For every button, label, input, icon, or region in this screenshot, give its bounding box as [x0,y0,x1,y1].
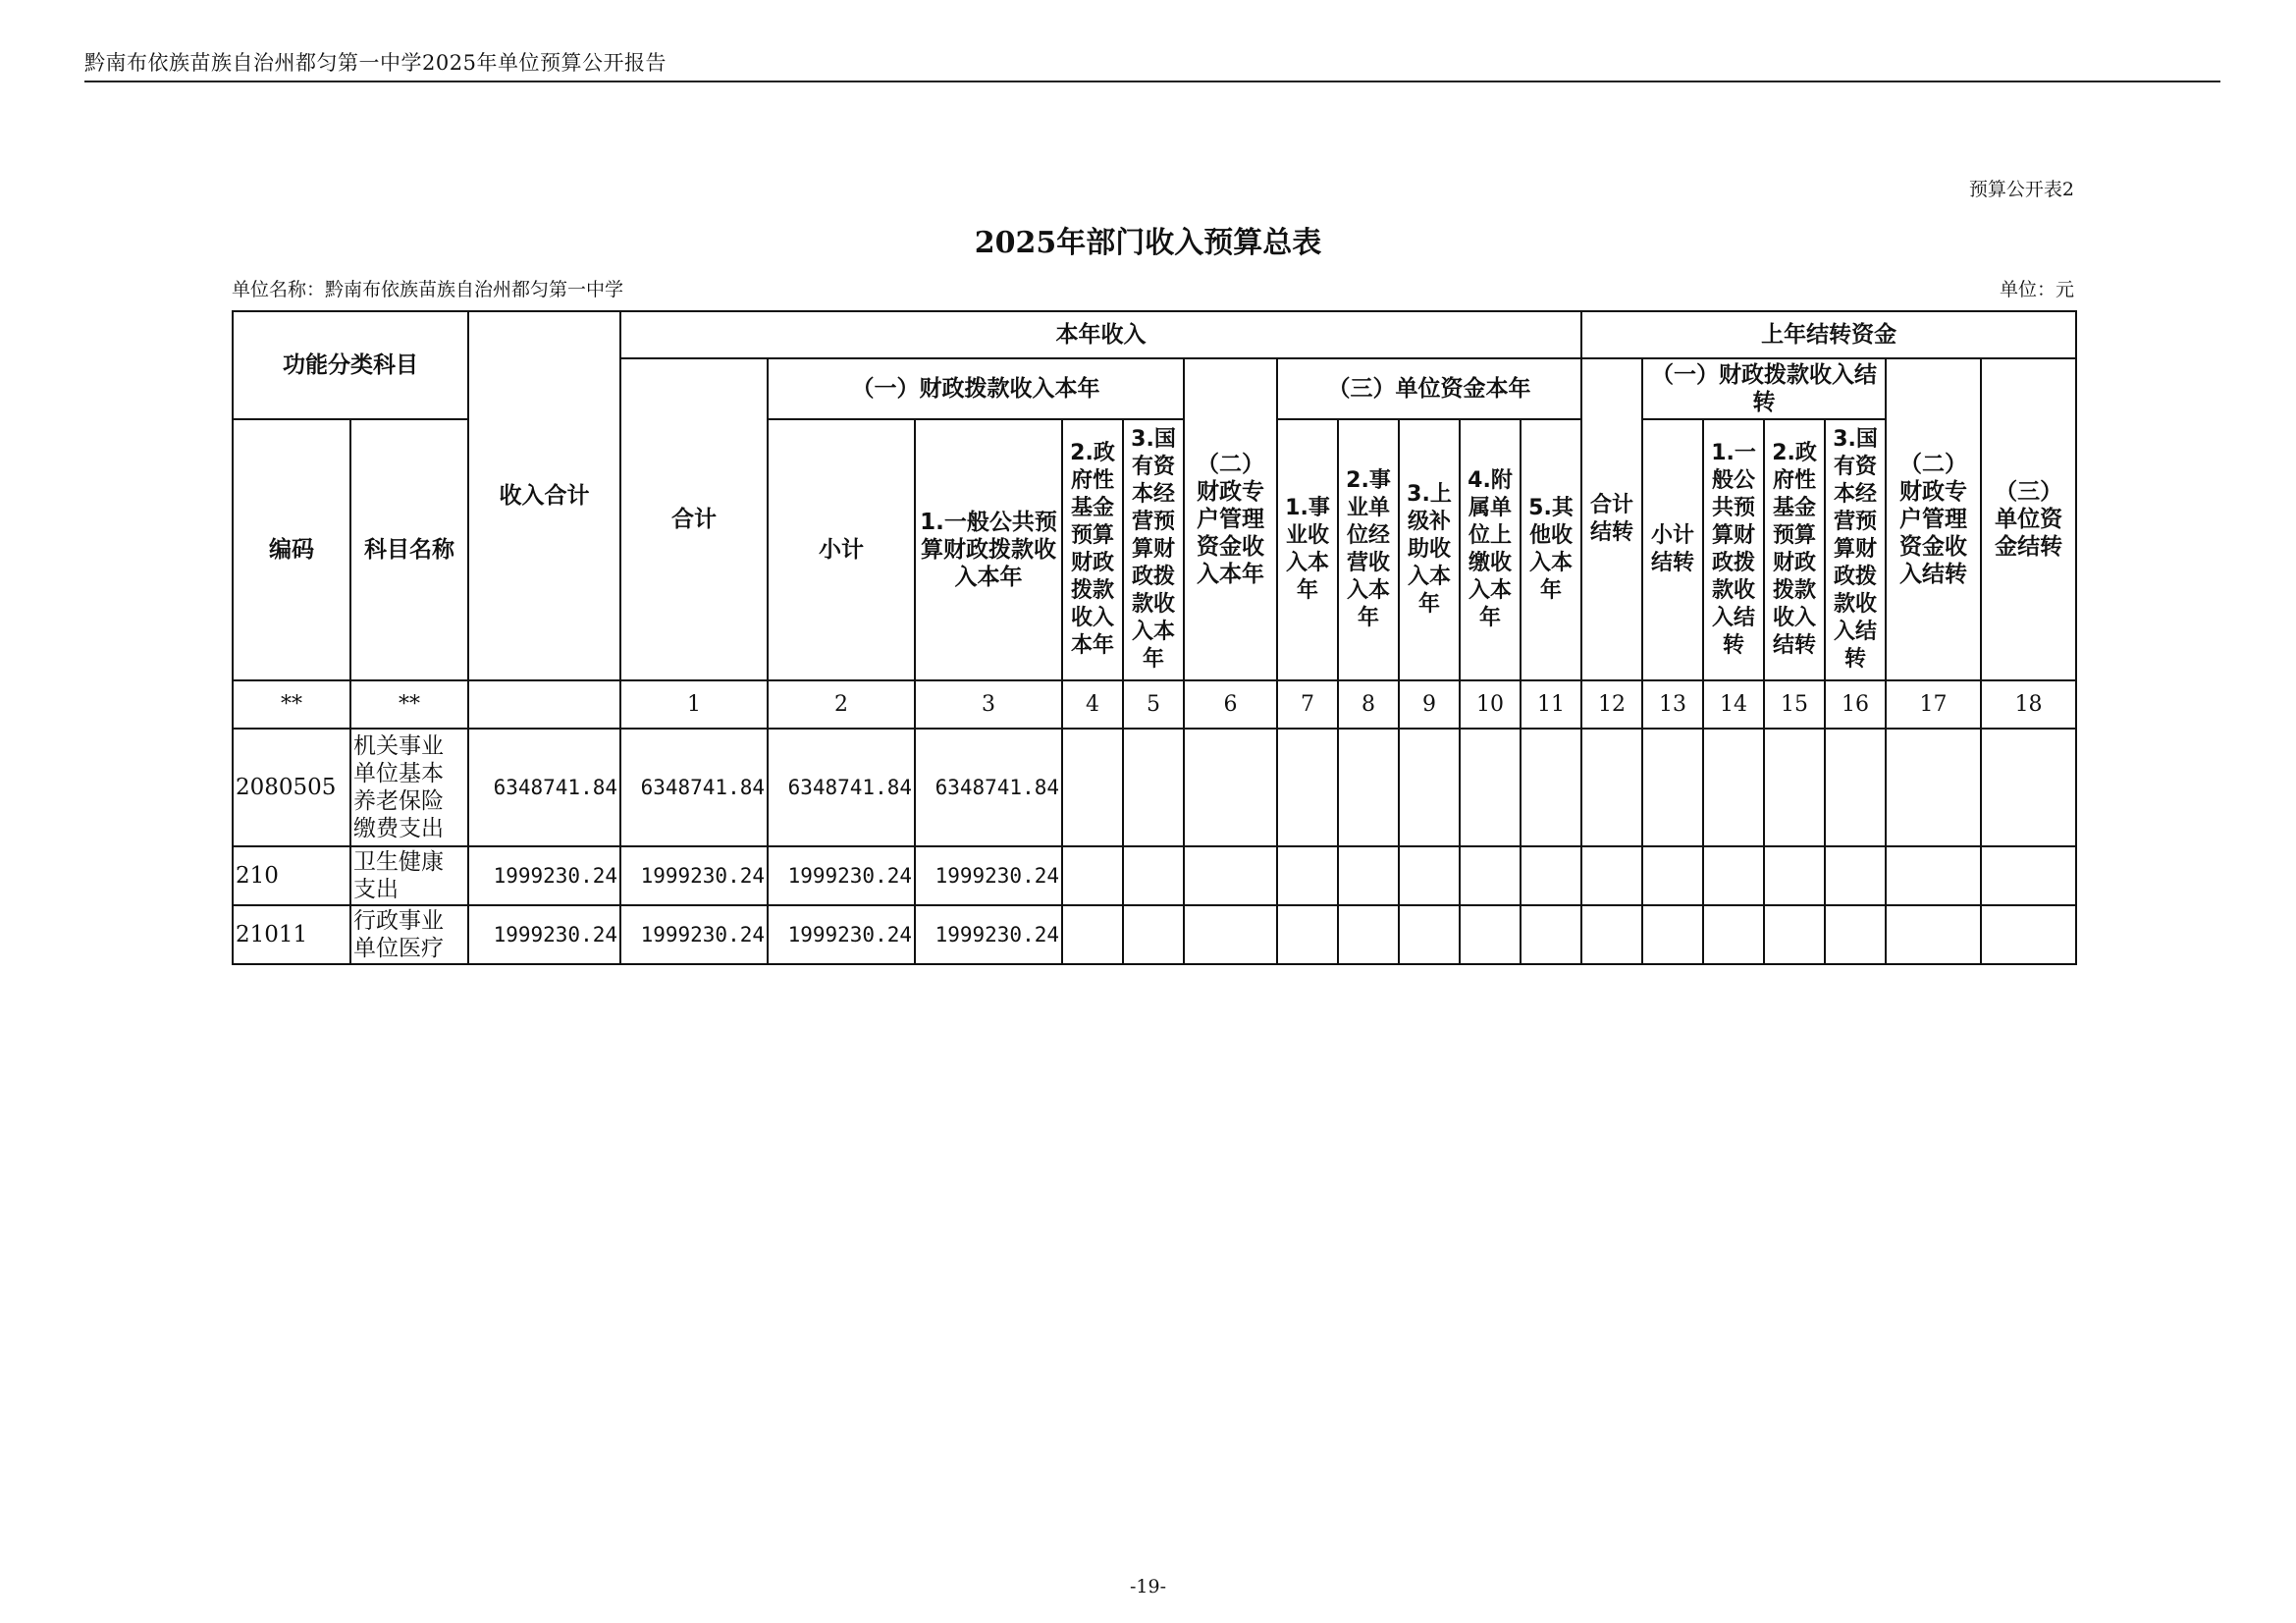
row-value [1123,729,1184,846]
header-code: 编码 [233,419,350,680]
index-cell: 16 [1825,680,1886,729]
header-cy-unit-5: 5.其他收入本年 [1521,419,1581,680]
row-value [1123,905,1184,964]
row-value [1399,729,1460,846]
column-index-row [233,680,2076,729]
row-value [1703,846,1764,905]
row-value [1981,729,2076,846]
index-cell: 1 [620,680,768,729]
row-value [1399,846,1460,905]
index-cell: ** [350,680,468,729]
index-cell: 18 [1981,680,2076,729]
header-cy-gov-fund: 2.政府性基金预算财政拨款收入本年 [1062,419,1123,680]
income-budget-table [232,310,2077,965]
row-value [1521,905,1581,964]
header-co-general: 1.一般公共预算财政拨款收入结转 [1703,419,1764,680]
row-subject-name: 卫生健康支出 [350,846,468,905]
header-cy-special: （二）财政专户管理资金收入本年 [1184,358,1277,680]
index-cell: 13 [1642,680,1703,729]
header-cy-subtotal: 小计 [768,419,915,680]
row-value [1460,846,1521,905]
row-subject-name: 行政事业单位医疗 [350,905,468,964]
row-value [1581,729,1642,846]
table-number: 预算公开表2 [1968,179,2074,200]
row-value [1460,729,1521,846]
row-subject-name: 机关事业单位基本养老保险缴费支出 [350,729,468,846]
header-rule [84,81,2220,82]
index-cell: 15 [1764,680,1825,729]
header-cy-total: 合计 [620,358,768,680]
row-value: 1999230.24 [915,905,1062,964]
row-value: 1999230.24 [468,846,620,905]
row-value [1764,905,1825,964]
row-value: 1999230.24 [768,905,915,964]
row-value [1521,729,1581,846]
page-number: -19- [1129,1576,1167,1597]
row-value [1886,729,1981,846]
row-value: 1999230.24 [620,846,768,905]
header-carryover-funds: 上年结转资金 [1581,311,2076,358]
row-value [1764,729,1825,846]
row-value [1123,846,1184,905]
row-value: 6348741.84 [915,729,1062,846]
row-value: 1999230.24 [915,846,1062,905]
header-cy-general: 1.一般公共预算财政拨款收入本年 [915,419,1062,680]
header-co-subtotal: 小计结转 [1642,419,1703,680]
header-co-total: 合计结转 [1581,358,1642,680]
table-row [233,905,2076,964]
row-value: 6348741.84 [768,729,915,846]
row-value [1825,846,1886,905]
row-value: 1999230.24 [620,905,768,964]
row-value [1460,905,1521,964]
index-cell: 7 [1277,680,1338,729]
table-row [233,729,2076,846]
index-cell: 11 [1521,680,1581,729]
index-cell: 2 [768,680,915,729]
currency-unit: 单位：元 [1999,279,2074,300]
row-value [1886,905,1981,964]
header-total-income: 收入合计 [468,311,620,680]
header-cy-unit: （三）单位资金本年 [1277,358,1581,419]
row-value [1277,846,1338,905]
row-value [1062,729,1123,846]
header-co-unit: （三）单位资金结转 [1981,358,2076,680]
row-value [1184,905,1277,964]
header-func-class: 功能分类科目 [233,311,468,419]
index-cell: 14 [1703,680,1764,729]
row-value [1581,905,1642,964]
header-cy-state-capital: 3.国有资本经营预算财政拨款收入本年 [1123,419,1184,680]
row-value [1184,729,1277,846]
row-value [1338,729,1399,846]
row-value [1764,846,1825,905]
row-code: 210 [233,846,350,905]
index-cell: ** [233,680,350,729]
row-value [1521,846,1581,905]
row-value [1062,846,1123,905]
row-value: 6348741.84 [468,729,620,846]
row-code: 21011 [233,905,350,964]
header-cy-fiscal: （一）财政拨款收入本年 [768,358,1184,419]
index-cell: 5 [1123,680,1184,729]
unit-name: 单位名称：黔南布依族苗族自治州都匀第一中学 [232,279,624,300]
row-value [1825,905,1886,964]
header-cy-unit-1: 1.事业收入本年 [1277,419,1338,680]
header-cy-unit-4: 4.附属单位上缴收入本年 [1460,419,1521,680]
row-value [1184,846,1277,905]
row-value [1703,729,1764,846]
row-value [1642,729,1703,846]
header-co-gov-fund: 2.政府性基金预算财政拨款收入结转 [1764,419,1825,680]
row-value [1703,905,1764,964]
index-cell: 4 [1062,680,1123,729]
row-value [1338,846,1399,905]
index-cell: 6 [1184,680,1277,729]
index-cell [468,680,620,729]
page-title: 2025年部门收入预算总表 [974,226,1322,260]
table-row [233,846,2076,905]
row-value [1886,846,1981,905]
row-value: 1999230.24 [468,905,620,964]
row-value [1642,846,1703,905]
row-value [1277,905,1338,964]
row-value [1981,846,2076,905]
header-current-year-income: 本年收入 [620,311,1581,358]
index-cell: 9 [1399,680,1460,729]
header-subject-name: 科目名称 [350,419,468,680]
document-header: 黔南布依族苗族自治州都匀第一中学2025年单位预算公开报告 [84,51,667,75]
header-co-fiscal: （一）财政拨款收入结转 [1642,358,1886,419]
index-cell: 17 [1886,680,1981,729]
row-value [1399,905,1460,964]
row-value [1338,905,1399,964]
header-cy-unit-3: 3.上级补助收入本年 [1399,419,1460,680]
row-value [1642,905,1703,964]
row-value [1277,729,1338,846]
header-co-special: （二）财政专户管理资金收入结转 [1886,358,1981,680]
row-code: 2080505 [233,729,350,846]
row-value [1062,905,1123,964]
row-value [1581,846,1642,905]
row-value: 6348741.84 [620,729,768,846]
row-value [1825,729,1886,846]
index-cell: 3 [915,680,1062,729]
row-value [1981,905,2076,964]
index-cell: 12 [1581,680,1642,729]
header-cy-unit-2: 2.事业单位经营收入本年 [1338,419,1399,680]
index-cell: 10 [1460,680,1521,729]
header-co-state-capital: 3.国有资本经营预算财政拨款收入结转 [1825,419,1886,680]
index-cell: 8 [1338,680,1399,729]
row-value: 1999230.24 [768,846,915,905]
